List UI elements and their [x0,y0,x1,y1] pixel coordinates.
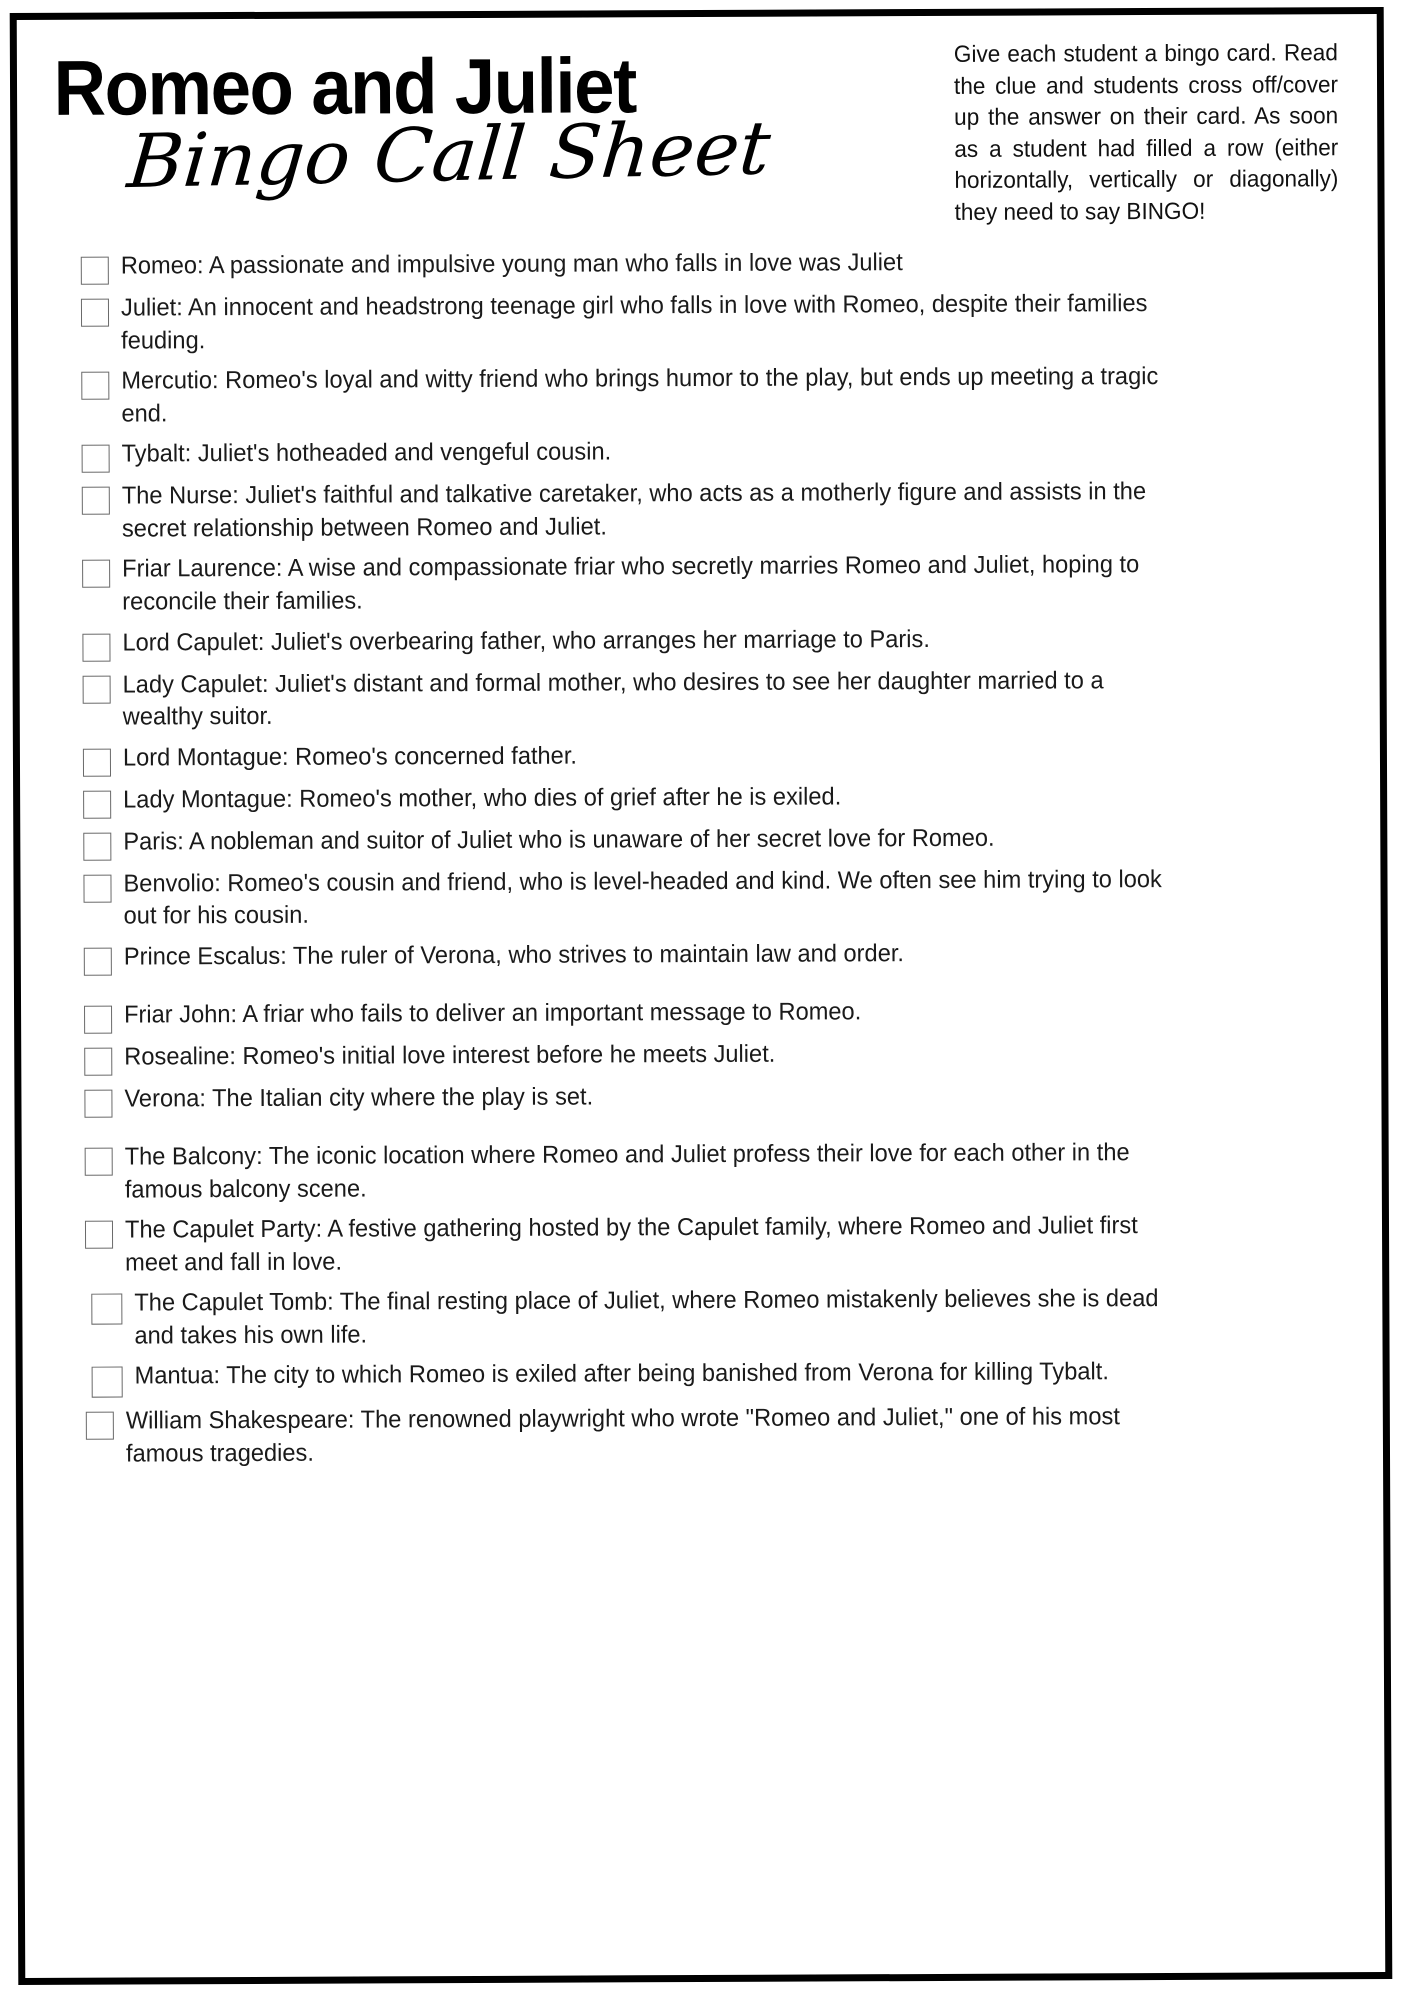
list-item-label: William Shakespeare: The renowned playwright who wrote "Romeo and Juliet," one of his most famous tragedies. [125,1403,1120,1468]
checkbox-icon[interactable] [83,832,111,860]
list-item[interactable] [83,737,1333,776]
instructions-text: Give each student a bingo card. Read the clue and students cross off/cover up the answer on their card. As soon as a student had filled a row (either horizontally, vertically or diagonally) they need to say BINGO! [953,39,1339,225]
checkbox-icon[interactable] [82,633,110,661]
checkbox-icon[interactable] [83,790,111,818]
list-item-label: Lord Capulet: Juliet's overbearing father, who arranges her marriage to Paris. [122,625,930,657]
list-item[interactable] [83,664,1333,735]
list-item[interactable] [86,1401,1336,1472]
checkbox-icon[interactable] [83,874,111,902]
list-item[interactable] [84,1078,1334,1117]
list-item-label: The Balcony: The iconic location where Romeo and Juliet profess their love for each other in the famous balcony scene. [124,1139,1130,1204]
list-item[interactable] [81,287,1331,358]
list-item[interactable] [82,476,1332,547]
checkbox-icon[interactable] [83,675,111,703]
checkbox-icon[interactable] [84,1048,112,1076]
list-item[interactable] [81,360,1331,431]
list-item-label: Tybalt: Juliet's hotheaded and vengeful cousin. [121,438,612,468]
list-item[interactable] [83,821,1333,860]
checkbox-icon[interactable] [82,445,110,473]
list-item[interactable] [91,1283,1335,1354]
list-item-label: Prince Escalus: The ruler of Verona, who strives to maintain law and order. [123,940,905,971]
list-item-label: Lord Montague: Romeo's concerned father. [122,742,577,772]
list-item-label: Mercutio: Romeo's loyal and witty friend who brings humor to the play, but ends up meeting a tragic end. [121,363,1159,428]
list-item[interactable] [82,434,1332,473]
checkbox-icon[interactable] [85,1221,113,1249]
checkbox-icon[interactable] [81,257,109,285]
list-item[interactable] [83,779,1333,818]
list-item-label: Lady Montague: Romeo's mother, who dies of grief after he is exiled. [123,783,842,814]
checkbox-icon[interactable] [81,299,109,327]
list-item-label: The Capulet Party: A festive gathering hosted by the Capulet family, where Romeo and Juliet first meet and fall in love. [124,1212,1138,1277]
list-item-label: Paris: A nobleman and suitor of Juliet who is unaware of her secret love for Romeo. [123,824,995,856]
bingo-clue-checklist [81,245,1336,1479]
list-item[interactable] [85,1209,1335,1280]
list-item[interactable] [83,863,1333,934]
checkbox-icon[interactable] [84,1090,112,1118]
list-item-label: Friar Laurence: A wise and compassionate friar who secretly marries Romeo and Juliet, hoping to reconcile their families. [122,551,1140,616]
list-item[interactable] [85,1136,1335,1207]
page-subtitle: Bingo Call Sheet [124,105,774,205]
list-item[interactable] [84,936,1334,975]
list-item-label: The Capulet Tomb: The final resting place of Juliet, where Romeo mistakenly believes she is dead and takes his own life. [134,1285,1159,1350]
list-item-label: Benvolio: Romeo's cousin and friend, who is level-headed and kind. We often see him trying to look out for his cousin. [123,865,1162,930]
title-block [48,28,774,205]
checkbox-icon[interactable] [84,948,112,976]
list-item-label: Lady Capulet: Juliet's distant and formal mother, who desires to see her daughter married to a wealthy suitor. [122,666,1104,731]
list-item[interactable] [82,549,1332,620]
list-item[interactable] [84,994,1334,1033]
list-item-label: Mantua: The city to which Romeo is exiled after being banished from Verona for killing Tybalt. [134,1358,1109,1390]
list-item[interactable] [81,245,1331,284]
list-item[interactable] [82,622,1332,661]
checkbox-icon[interactable] [81,372,109,400]
list-item-label: Verona: The Italian city where the play is set. [124,1083,594,1113]
checkbox-icon[interactable] [82,560,110,588]
checkbox-icon[interactable] [91,1294,122,1325]
page-title: Romeo and Juliet [53,41,637,132]
list-item-label: The Nurse: Juliet's faithful and talkative caretaker, who acts as a motherly figure and assists in the secret relationship between Romeo and Juliet. [121,478,1147,543]
checkbox-icon[interactable] [86,1412,114,1440]
document-header [48,25,1339,236]
list-item-label: Rosealine: Romeo's initial love interest before he meets Juliet. [124,1040,776,1071]
checkbox-icon[interactable] [84,1006,112,1034]
list-item[interactable] [84,1036,1334,1075]
list-item[interactable] [92,1356,1336,1398]
checkbox-icon[interactable] [83,748,111,776]
checkbox-icon[interactable] [82,487,110,515]
checkbox-icon[interactable] [85,1148,113,1176]
list-item-label: Juliet: An innocent and headstrong teenage girl who falls in love with Romeo, despite their families feuding. [120,290,1148,355]
list-item-label: Romeo: A passionate and impulsive young man who falls in love was Juliet [120,249,903,280]
checkbox-icon[interactable] [92,1367,123,1398]
list-item-label: Friar John: A friar who fails to deliver an important message to Romeo. [124,998,862,1029]
